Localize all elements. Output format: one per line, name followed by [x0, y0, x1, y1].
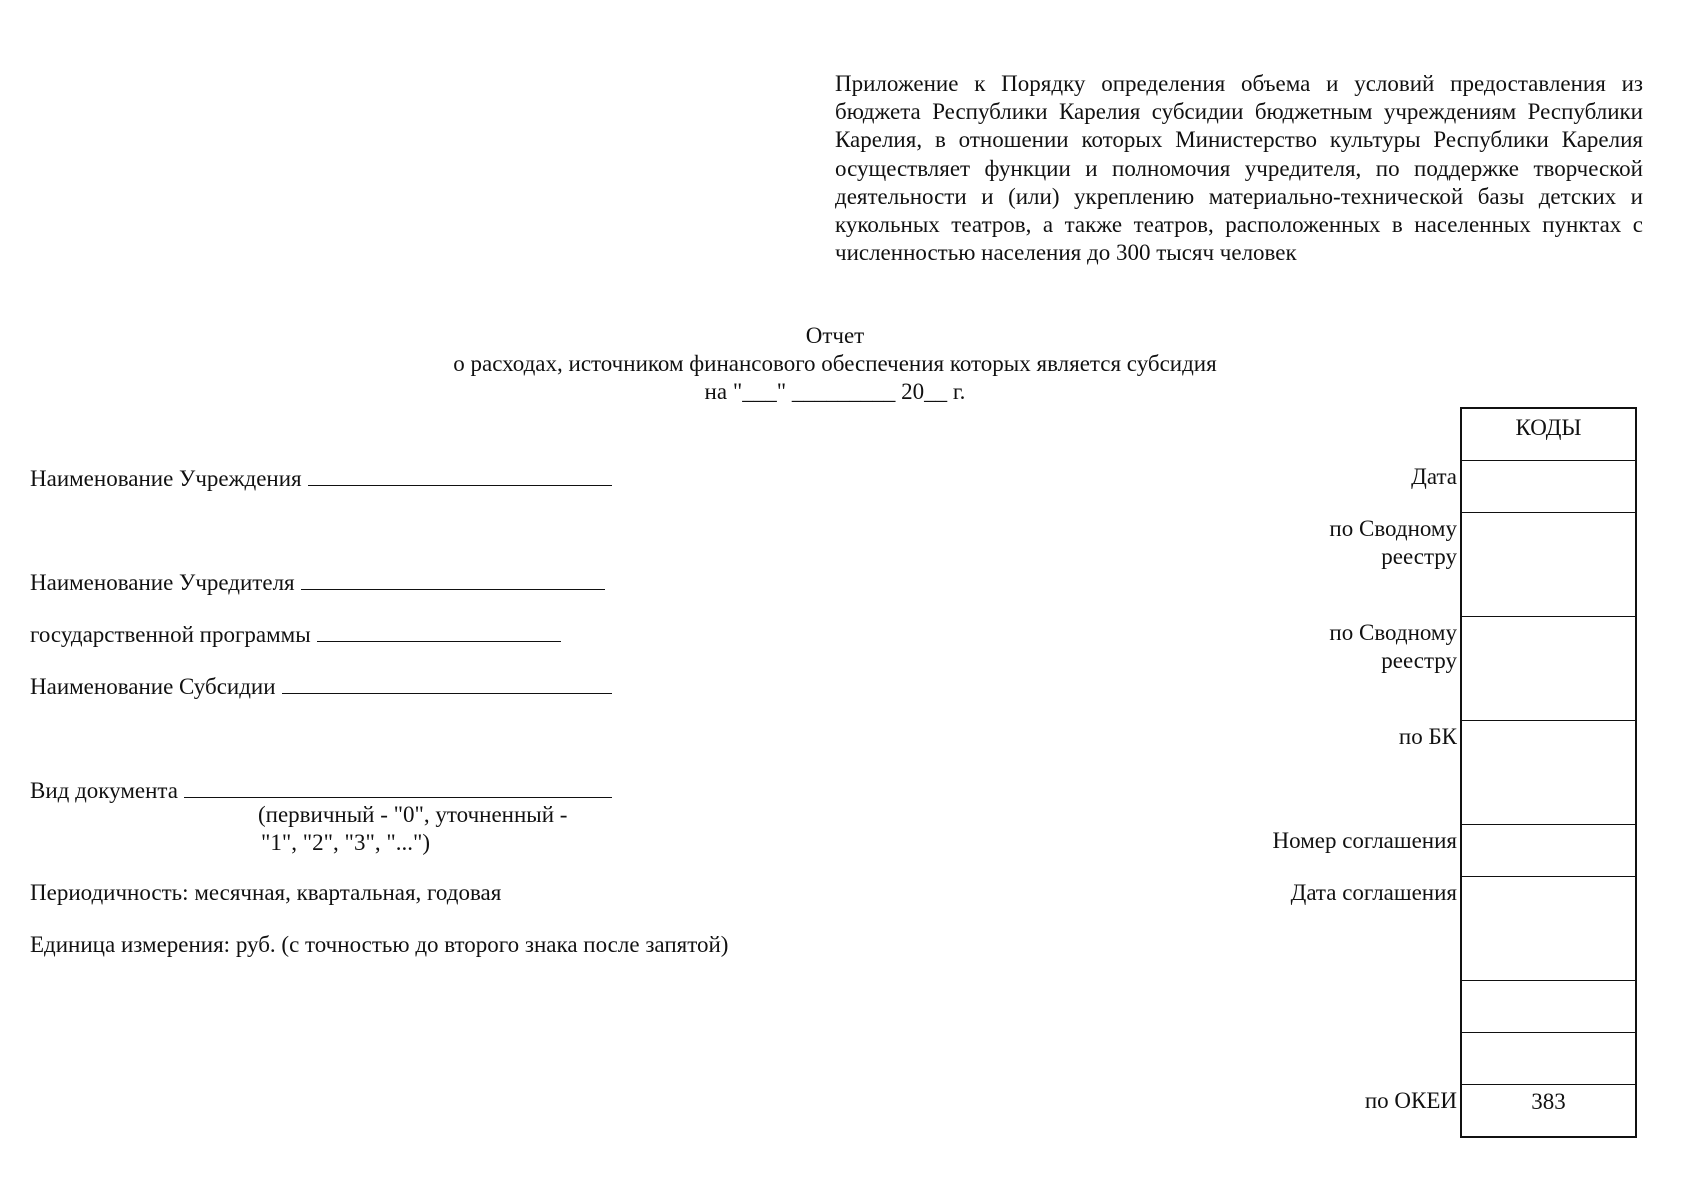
code-cell-empty-1[interactable]: [1462, 981, 1635, 1033]
title-line-3: на "___" _________ 20__ г.: [704, 379, 966, 404]
codes-table: [1460, 407, 1637, 1138]
code-label-agreement-date: Дата соглашения: [1290, 880, 1457, 905]
title-line-1: Отчет: [805, 323, 865, 348]
program-blank[interactable]: [317, 619, 561, 642]
program-field: [30, 619, 561, 649]
doc-type-hint: [258, 801, 567, 857]
founder-blank[interactable]: [301, 567, 605, 590]
subsidy-label: Наименование Субсидии: [30, 674, 276, 699]
code-cell-agreement-number[interactable]: [1462, 825, 1635, 877]
program-label: государственной программы: [30, 622, 311, 647]
code-label-register-2: [1329, 619, 1457, 675]
institution-field: [30, 463, 612, 493]
code-label-register-1-line-1: по Сводному: [1329, 516, 1457, 541]
founder-label: Наименование Учредителя: [30, 570, 295, 595]
subsidy-blank[interactable]: [282, 671, 612, 694]
code-label-date: Дата: [1411, 464, 1457, 489]
doc-type-label: Вид документа: [30, 778, 178, 803]
institution-blank[interactable]: [308, 463, 612, 486]
title-line-2: о расходах, источником финансового обеспечения которых является субсидия: [453, 351, 1217, 376]
unit-text: Единица измерения: руб. (с точностью до второго знака после запятой): [30, 932, 729, 957]
doc-type-hint-line-1: (первичный - "0", уточненный -: [258, 802, 568, 827]
code-label-register-1: [1329, 515, 1457, 571]
code-label-okei: по ОКЕИ: [1364, 1088, 1457, 1113]
doc-type-blank[interactable]: [184, 775, 612, 798]
code-cell-okei: 383: [1531, 1089, 1566, 1114]
code-cell-date[interactable]: [1462, 461, 1635, 513]
code-label-register-1-line-2: реестру: [1381, 544, 1457, 569]
code-label-agreement-number: Номер соглашения: [1272, 828, 1457, 853]
code-cell-bk[interactable]: [1462, 721, 1635, 825]
code-label-bk: по БК: [1398, 724, 1457, 749]
doc-type-hint-line-2: "1", "2", "3", "..."): [261, 830, 431, 855]
subsidy-field: [30, 671, 612, 701]
periodicity-text: Периодичность: месячная, квартальная, годовая: [30, 880, 502, 905]
report-title: [0, 322, 1670, 406]
code-cell-register-2[interactable]: [1462, 617, 1635, 721]
institution-label: Наименование Учреждения: [30, 466, 302, 491]
code-label-register-2-line-1: по Сводному: [1329, 620, 1457, 645]
codes-header: КОДЫ: [1462, 409, 1635, 461]
code-label-register-2-line-2: реестру: [1381, 648, 1457, 673]
code-cell-empty-2[interactable]: [1462, 1033, 1635, 1085]
code-cell-register-1[interactable]: [1462, 513, 1635, 617]
appendix-text: Приложение к Порядку определения объема и условий предоставления из бюджета Республики Карелия субсидии бюджетным учреждениям Республики Карелия, в отношении которых Министерство культуры Республики Карелия осуществляет функции и полномочия учредителя, по поддержке творческой деятельности и (или) укреплению материально-технической базы детских и кукольных театров, а также театров, расположенных в населенных пунктах с численностью населения до 300 тысяч человек: [835, 71, 1643, 266]
code-cell-agreement-date[interactable]: [1462, 877, 1635, 981]
founder-field: [30, 567, 605, 597]
